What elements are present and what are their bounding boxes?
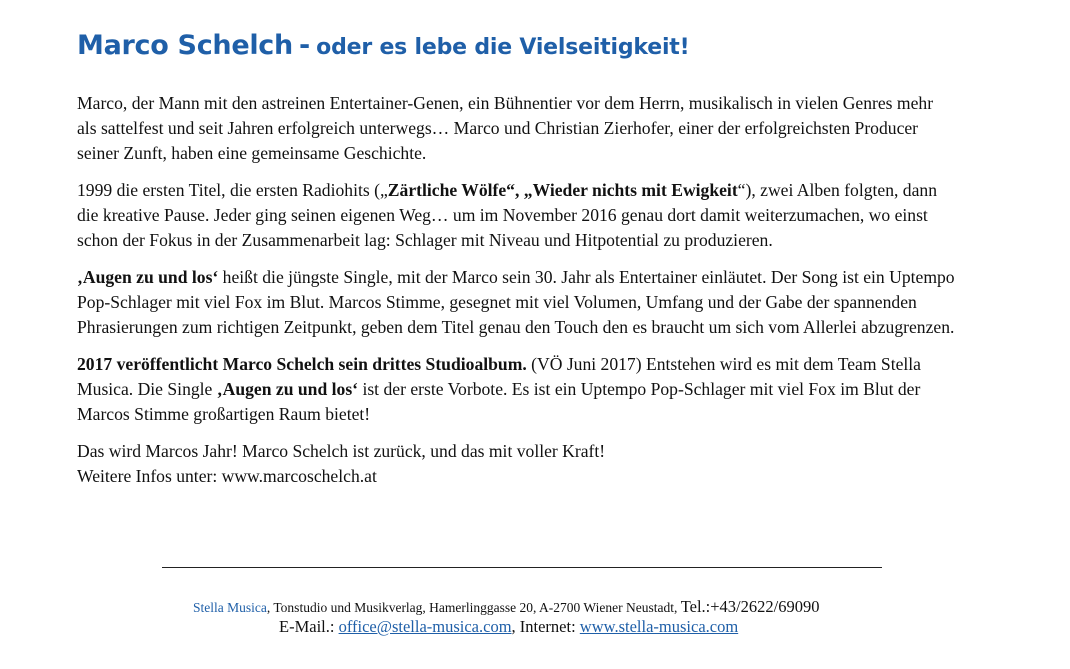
single-title: ‚Augen zu und los‘ — [77, 267, 219, 287]
paragraph-history — [77, 178, 957, 253]
paragraph-album-text-b: ist der erste Vorbote. Es ist ein Uptempo Pop-Schlager mit viel Fox im Blut der Marcos Stimme großartigen Raum bietet! — [77, 379, 921, 424]
footer-phone: Tel.:+43/2622/69090 — [680, 597, 820, 616]
paragraph-album-text-a: (VÖ Juni 2017) Entstehen wird es mit dem Team Stella Musica. Die Single — [77, 354, 921, 399]
email-link[interactable]: office@stella-musica.com — [338, 617, 512, 636]
footer-address: , Tonstudio und Musikverlag, Hamerlinggasse 20, A-2700 Wiener Neustadt, — [266, 600, 681, 615]
paragraph-closing — [77, 439, 957, 489]
paragraph-history-text-b: “), zwei Alben folgten, dann die kreative Pause. Jeder ging seinen eigenen Weg… um im November 2016 genau dort damit weiterzumachen, wo einst schon der Fokus in der Zusammenarbeit lag: Schlager mit Niveau und Hitpotential zu produzieren. — [77, 180, 938, 250]
paragraph-album — [77, 352, 957, 427]
closing-line: Das wird Marcos Jahr! Marco Schelch ist zurück, und das mit voller Kraft! — [77, 441, 606, 461]
page-title — [77, 24, 689, 62]
footer-divider — [162, 567, 882, 568]
album-announcement: 2017 veröffentlicht Marco Schelch sein drittes Studioalbum. — [77, 354, 527, 374]
footer-email-label: E-Mail.: — [279, 617, 339, 636]
article-body — [77, 91, 957, 501]
website-link[interactable]: www.stella-musica.com — [579, 617, 739, 636]
footer-contact-line — [279, 617, 738, 637]
paragraph-single — [77, 265, 957, 340]
title-separator: - — [298, 30, 311, 61]
more-info-line: Weitere Infos unter: www.marcoschelch.at — [77, 466, 377, 486]
footer-internet-label: , Internet: — [511, 617, 580, 636]
paragraph-history-text-a: 1999 die ersten Titel, die ersten Radiohits („ — [77, 180, 388, 200]
footer-brand: Stella Musica — [193, 600, 267, 615]
title-main: Marco Schelch — [77, 30, 293, 61]
paragraph-intro: Marco, der Mann mit den astreinen Entertainer-Genen, ein Bühnentier vor dem Herrn, musikalisch in vielen Genres mehr als sattelfest und seit Jahren erfolgreich unterwegs… Marco und Christian Zierhofer, einer der erfolgreichsten Producer seiner Zunft, haben eine gemeinsame Geschichte. — [77, 93, 934, 163]
paragraph-single-text: heißt die jüngste Single, mit der Marco sein 30. Jahr als Entertainer einläutet. Der Song ist ein Uptempo Pop-Schlager mit viel Fox im Blut. Marcos Stimme, gesegnet mit viel Volumen, Umfang und der Gabe der spannenden Phrasierungen zum richtigen Zeitpunkt, geben dem Titel genau den Touch den es braucht um sich vom Allerlei abzugrenzen. — [77, 267, 955, 337]
single-title-repeat: ‚Augen zu und los‘ — [216, 379, 359, 399]
title-subtitle: oder es lebe die Vielseitigkeit! — [316, 35, 690, 60]
footer-address-line — [193, 597, 819, 617]
radiohits-titles: Zärtliche Wölfe“, „Wieder nichts mit Ewigkeit — [387, 180, 738, 200]
